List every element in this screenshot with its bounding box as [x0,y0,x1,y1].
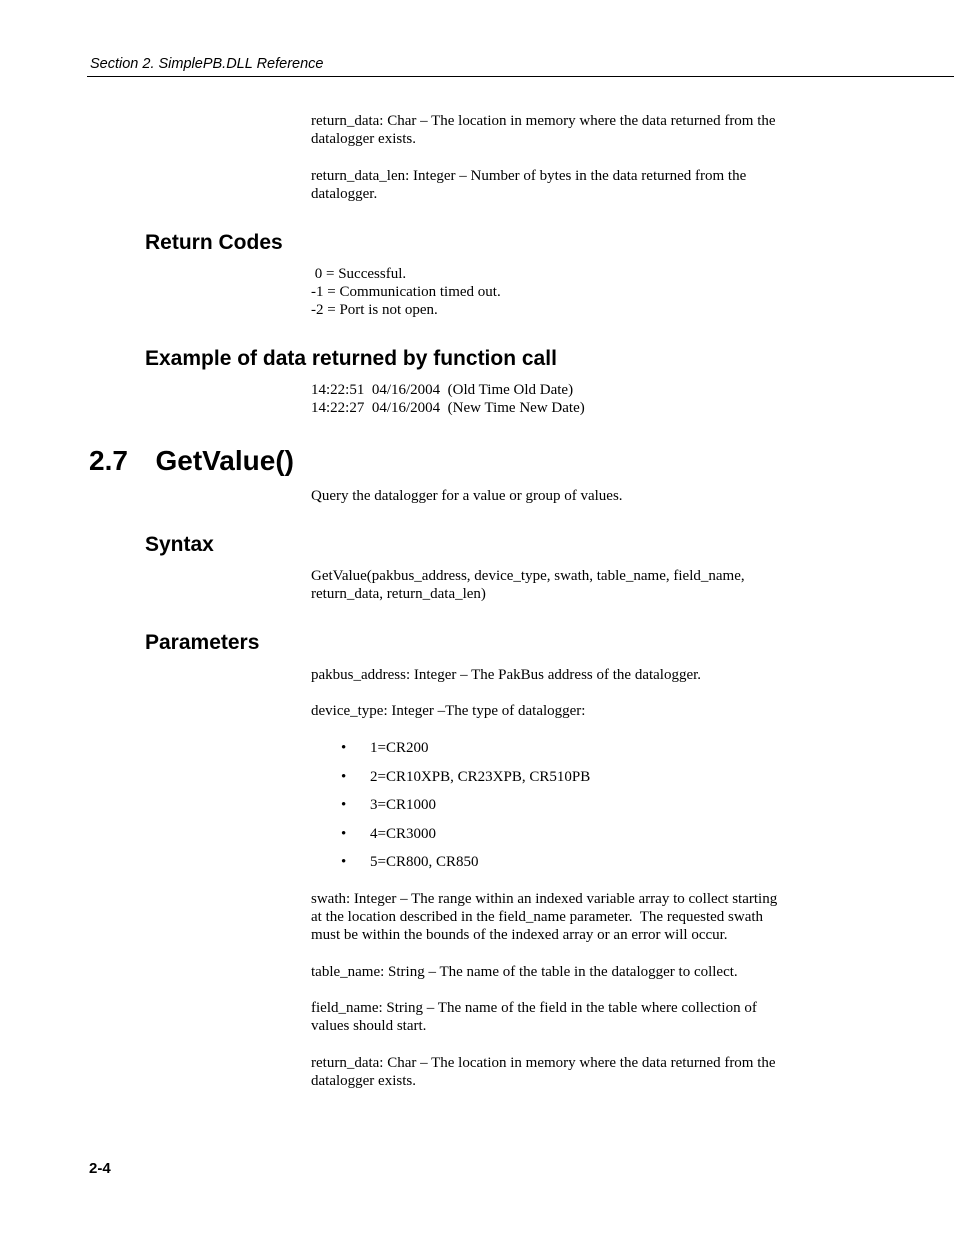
device-type-label: 4=CR3000 [370,826,436,842]
bullet-icon: • [341,740,347,756]
param-table-name [311,963,811,981]
text-line: datalogger. [311,186,378,202]
section-title: GetValue() [155,445,294,476]
text-line: device_type: Integer –The type of datalogger: [311,703,586,719]
section-number: 2.7 [89,445,128,476]
text-line: must be within the bounds of the indexed array or an error will occur. [311,927,728,943]
param-return-data [311,1054,811,1090]
text-line: swath: Integer – The range within an indexed variable array to collect starting [311,891,778,907]
text-line: return_data: Char – The location in memory where the data returned from the [311,1055,776,1071]
text-line: return_data_len: Integer – Number of bytes in the data returned from the [311,168,747,184]
text-line: datalogger exists. [311,131,416,147]
text-line: Query the datalogger for a value or group of values. [311,488,623,504]
device-type-label: 1=CR200 [370,740,429,756]
return-codes-heading: Return Codes [145,231,283,254]
example-heading: Example of data returned by function call [145,347,557,370]
param-device-type [311,702,811,720]
page-number: 2-4 [89,1160,111,1177]
text-line: field_name: String – The name of the field in the table where collection of [311,1000,757,1016]
param-pakbus-address [311,666,811,684]
header-rule [87,76,954,77]
example-lines [311,381,811,417]
syntax-heading: Syntax [145,533,214,556]
bullet-icon: • [341,826,347,842]
device-type-label: 2=CR10XPB, CR23XPB, CR510PB [370,769,591,785]
bullet-icon: • [341,797,347,813]
example-line: 14:22:27 04/16/2004 (New Time New Date) [311,400,585,416]
text-line: return_data: Char – The location in memory where the data returned from the [311,113,776,129]
section-description [311,487,811,505]
return-code-line: -2 = Port is not open. [311,302,438,318]
text-line: datalogger exists. [311,1073,416,1089]
text-line: at the location described in the field_name parameter. The requested swath [311,909,764,925]
param-return-data-len [311,167,811,203]
example-line: 14:22:51 04/16/2004 (Old Time Old Date) [311,382,574,398]
device-type-label: 5=CR800, CR850 [370,854,479,870]
return-code-line: -1 = Communication timed out. [311,284,501,300]
text-line: values should start. [311,1018,427,1034]
running-header: Section 2. SimplePB.DLL Reference [90,56,324,72]
syntax-line: return_data, return_data_len) [311,586,486,602]
text-line: pakbus_address: Integer – The PakBus address of the datalogger. [311,667,702,683]
return-code-line: 0 = Successful. [311,266,407,282]
syntax-block [311,567,811,603]
param-swath [311,890,811,944]
bullet-icon: • [341,854,347,870]
parameters-heading: Parameters [145,631,260,654]
text-line: table_name: String – The name of the table in the datalogger to collect. [311,964,738,980]
return-codes-list [311,265,811,319]
param-field-name [311,999,811,1035]
section-heading [89,445,294,477]
bullet-icon: • [341,769,347,785]
device-type-label: 3=CR1000 [370,797,436,813]
syntax-line: GetValue(pakbus_address, device_type, swath, table_name, field_name, [311,568,745,584]
param-return-data-top [311,112,811,148]
